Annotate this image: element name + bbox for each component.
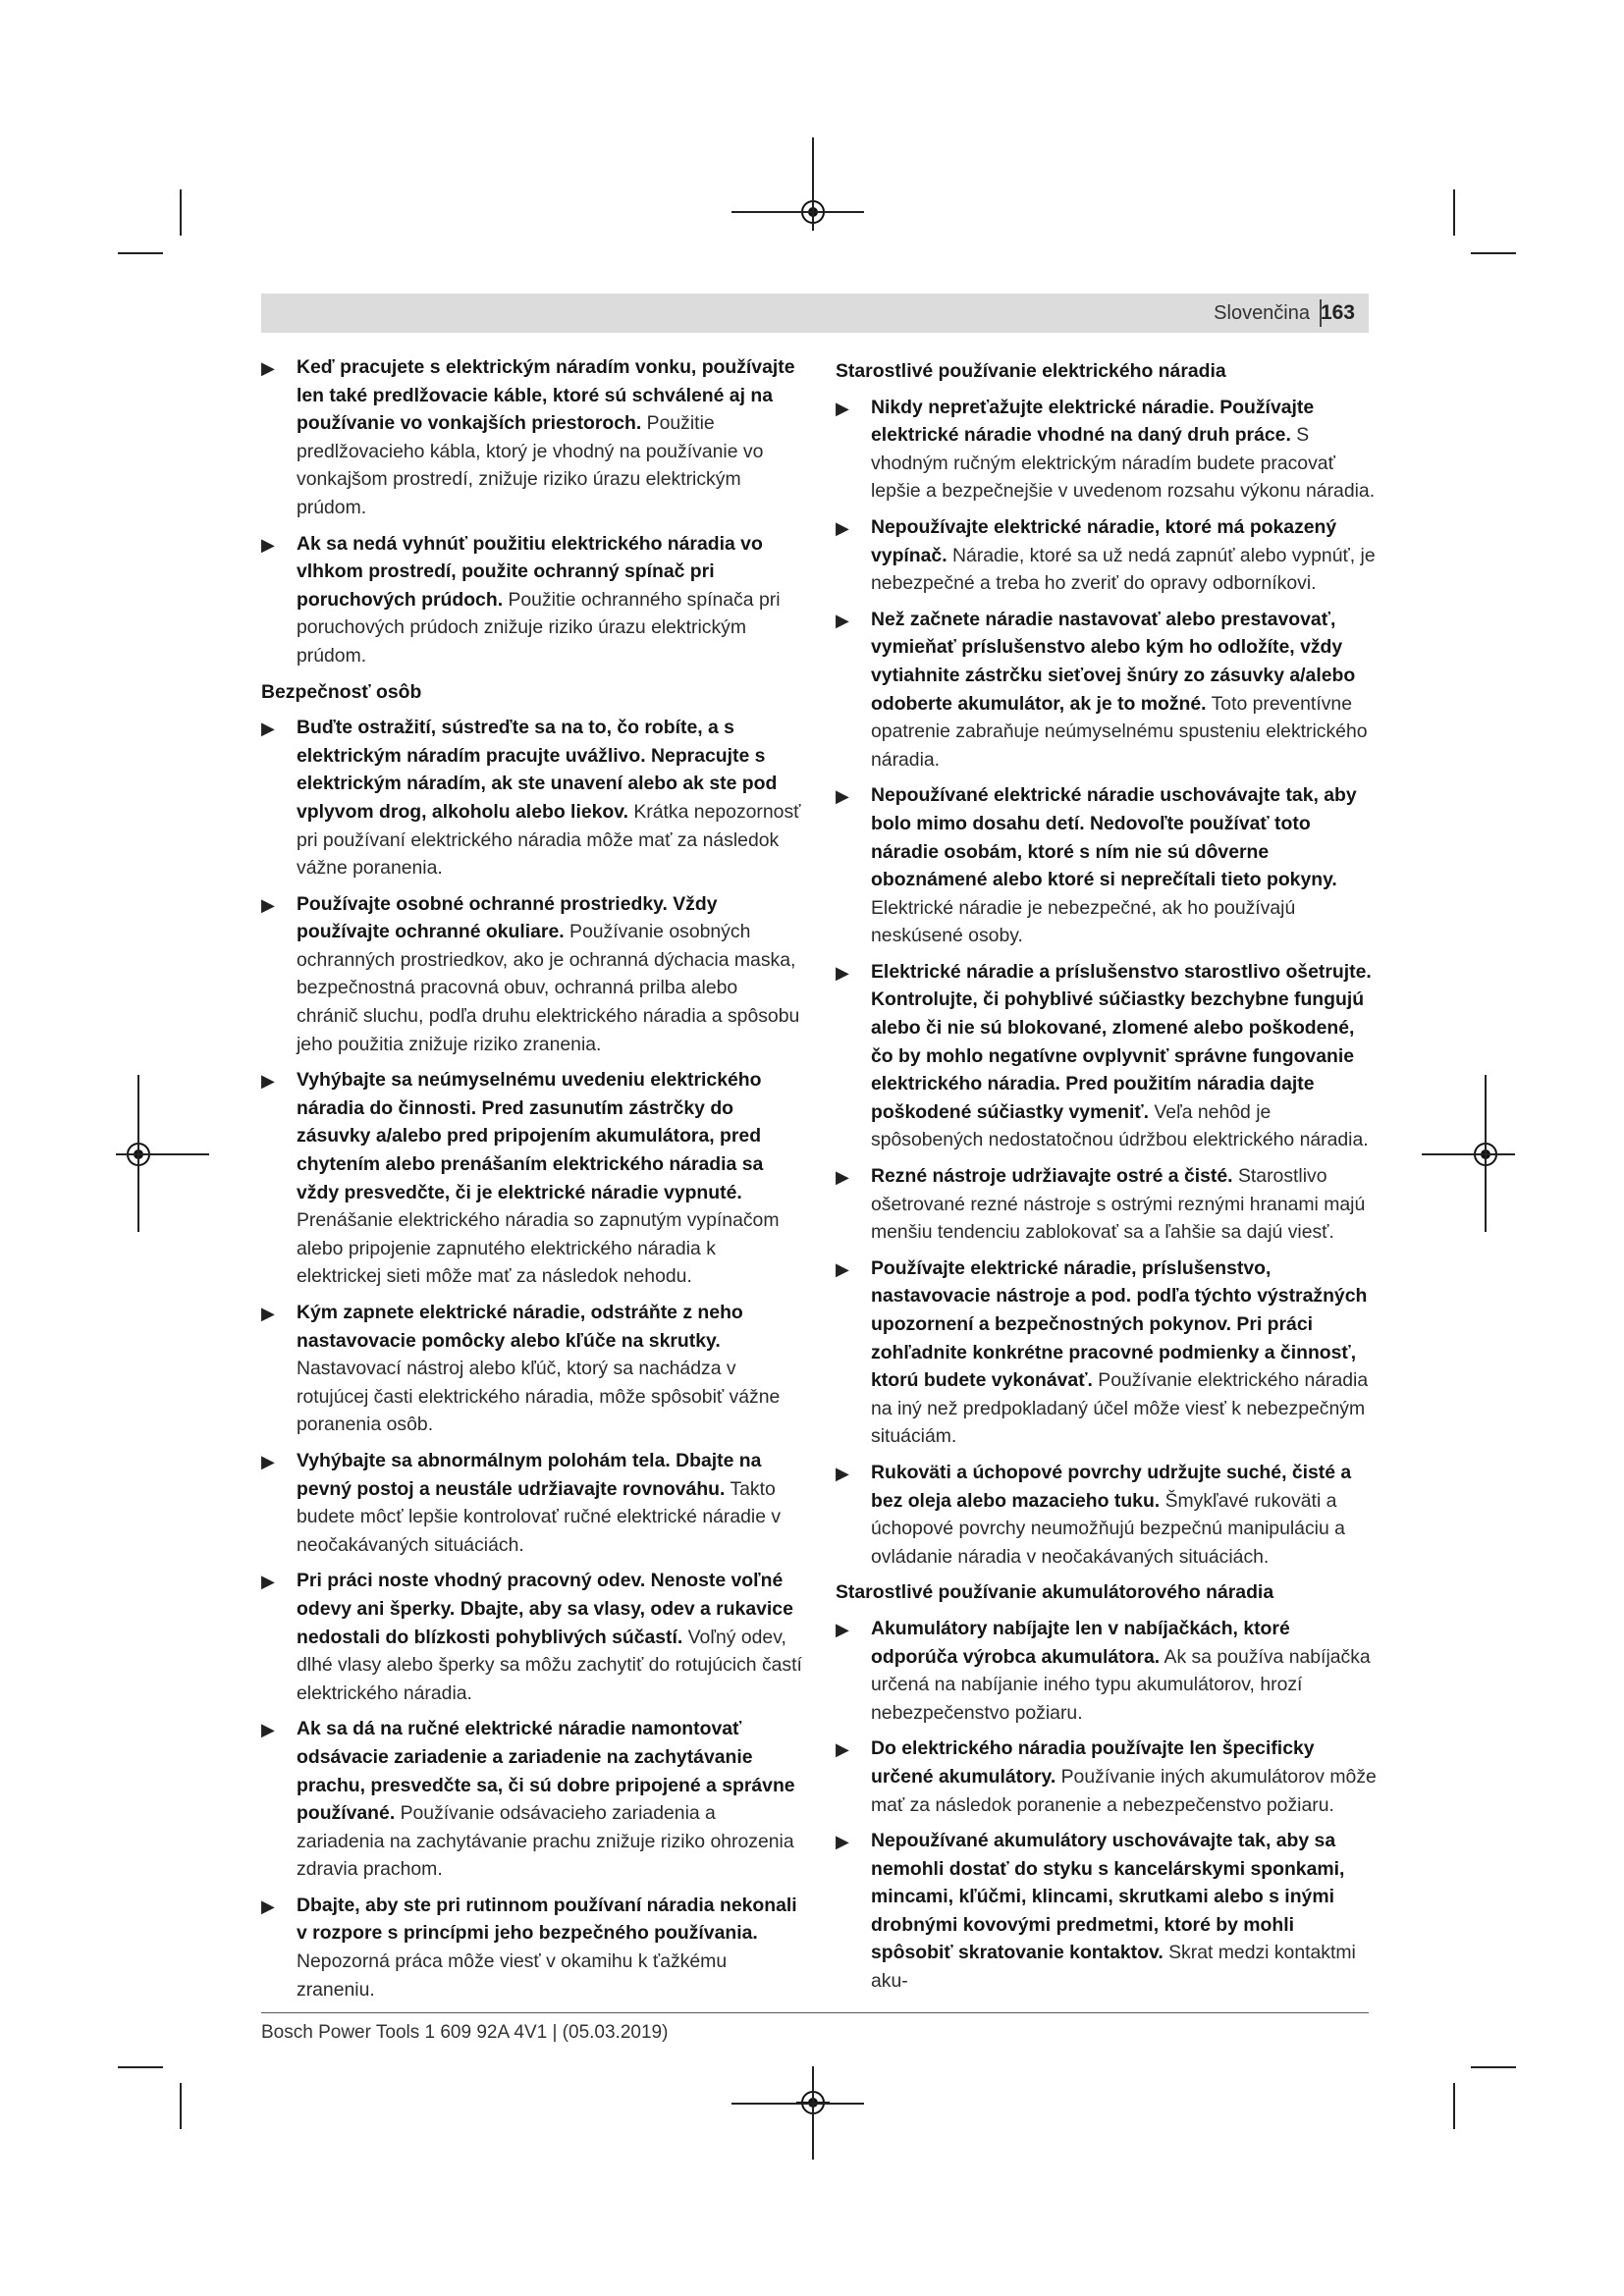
triangle-bullet-icon: ▶ — [261, 894, 275, 915]
triangle-bullet-icon: ▶ — [261, 1451, 275, 1471]
crop-mark — [180, 2083, 182, 2129]
list-item: ▶ Akumulátory nabíjajte len v nabíjačkách, ktoré odporúča výrobca akumulátora. Ak sa používa nabíjačka určená na nabíjanie iného typu akumulátorov, hrozí nebezpečenstvo požiaru. — [836, 1617, 1371, 1724]
list-item: ▶ Ak sa nedá vyhnúť použitiu elektrického náradia vo vlhkom prostredí, použite ochranný spínač pri poruchových prúdoch. Použitie ochranného spínača pri poruchových prúdoch znižuje riziko úrazu elektrickým prúdom. — [261, 532, 781, 667]
list-item: ▶ Nepoužívané akumulátory uschovávajte tak, aby sa nemohli dostať do styku s kancelárskymi sponkami, mincami, kľúčmi, klincami, skrutkami alebo s inými drobnými kovovými predmetmi, ktoré by mohli spôsobiť skratovanie kontaktov. Skrat medzi kontaktmi aku- — [836, 1830, 1356, 1993]
list-item: ▶ Elektrické náradie a príslušenstvo starostlivo ošetrujte. Kontrolujte, či pohyblivé súčiastky bezchybne fungujú alebo či nie sú blokované, zlomené alebo poškodené, čo by mohlo negatívne ovplyvniť správne fungovanie elektrického náradia. Pred použitím náradia dajte poškodené súčiastky vymeniť. Veľa nehôd je spôsobených nedostatočnou údržbou elektrického náradia. — [836, 960, 1372, 1151]
crop-mark — [1471, 2066, 1516, 2068]
section-heading: Starostlivé používanie akumulátorového náradia — [836, 1581, 1274, 1604]
left-column — [261, 353, 803, 2011]
list-item: ▶ Pri práci noste vhodný pracovný odev. Nenoste voľné odevy ani šperky. Dbajte, aby sa vlasy, odev a rukavice nedostali do blízkosti pohyblivých súčastí. Voľný odev, dlhé vlasy alebo šperky sa môžu zachytiť do rotujúcich častí elektrického náradia. — [261, 1570, 802, 1704]
list-item: ▶ Dbajte, aby ste pri rutinnom používaní náradia nekonali v rozpore s princípmi jeho bezpečného používania. Nepozorná práca môže viesť v okamihu k ťažkému zraneniu. — [261, 1894, 797, 2001]
triangle-bullet-icon: ▶ — [261, 1071, 275, 1092]
list-item: ▶ Ak sa dá na ručné elektrické náradie namontovať odsávacie zariadenie a zariadenie na zachytávanie prachu, presvedčte sa, či sú dobre pripojené a správne používané. Používanie odsávacieho zariadenia a zariadenia na zachytávanie prachu znižuje riziko ohrozenia zdravia prachom. — [261, 1718, 795, 1881]
triangle-bullet-icon: ▶ — [261, 1304, 275, 1323]
triangle-bullet-icon: ▶ — [261, 358, 275, 378]
footer-rule — [261, 2012, 1369, 2013]
header-language: Slovenčina — [1214, 302, 1310, 324]
registration-line — [812, 2066, 814, 2160]
triangle-bullet-icon: ▶ — [836, 786, 849, 807]
crop-mark — [118, 2066, 163, 2068]
crop-mark — [1453, 2083, 1455, 2129]
list-item: ▶ Rezné nástroje udržiavajte ostré a čisté. Starostlivo ošetrované rezné nástroje s ostrými reznými hranami majú menšiu tendenciu zablokovať sa a ľahšie sa dajú viesť. — [836, 1165, 1366, 1244]
list-item: ▶ Vyhýbajte sa abnormálnym polohám tela. Dbajte na pevný postoj a neustále udržiavajte rovnováhu. Takto budete môcť lepšie kontrolovať ručné elektrické náradie v neočakávaných situáciách. — [261, 1449, 782, 1556]
triangle-bullet-icon: ▶ — [836, 962, 849, 983]
triangle-bullet-icon: ▶ — [836, 1619, 849, 1639]
crop-mark — [1471, 252, 1516, 254]
list-item: ▶ Nikdy nepreťažujte elektrické náradie. Používajte elektrické náradie vhodné na daný druh práce. S vhodným ručným elektrickým náradím budete pracovať lepšie a bezpečnejšie v uvedenom rozsahu výkonu náradia. — [836, 396, 1376, 503]
section-heading: Bezpečnosť osôb — [261, 680, 422, 703]
list-item: ▶ Než začnete náradie nastavovať alebo prestavovať, vymieňať príslušenstvo alebo kým ho odložíte, vždy vytiahnite zástrčku sieťovej šnúry zo zásuvky a/alebo odoberte akumulátor, ak je to možné. Toto preventívne opatrenie zabraňuje neúmyselnému spusteniu elektrického náradia. — [836, 608, 1368, 771]
list-item: ▶ Nepoužívajte elektrické náradie, ktoré má pokazený vypínač. Náradie, ktoré sa už nedá zapnúť alebo vypnúť, je nebezpečné a treba ho zveriť do opravy odborníkovi. — [836, 515, 1376, 595]
triangle-bullet-icon: ▶ — [261, 1896, 275, 1916]
page-number: 163 — [1320, 301, 1355, 324]
registration-line — [731, 2103, 864, 2105]
registration-line — [812, 137, 814, 231]
triangle-bullet-icon: ▶ — [836, 610, 849, 630]
triangle-bullet-icon: ▶ — [261, 534, 275, 555]
triangle-bullet-icon: ▶ — [261, 719, 275, 739]
list-item: ▶ Používajte osobné ochranné prostriedky. Vždy používajte ochranné okuliare. Používanie osobných ochranných prostriedkov, ako je ochranná dýchacia maska, bezpečnostná pracovná obuv, ochranná prilba alebo chránič sluchu, podľa druhu elektrického náradia a spôsobu jeho použitia znižuje riziko zranenia. — [261, 892, 800, 1055]
triangle-bullet-icon: ▶ — [261, 1572, 275, 1592]
list-item: ▶ Buďte ostražití, sústreďte sa na to, čo robíte, a s elektrickým náradím pracujte uvážlivo. Nepracujte s elektrickým náradím, ak ste unavení alebo ak ste pod vplyvom drog, alkoholu alebo liekov. Krátka nepozornosť pri používaní elektrického náradia môže mať za následok vážne poranenia. — [261, 717, 801, 880]
triangle-bullet-icon: ▶ — [836, 1167, 849, 1188]
triangle-bullet-icon: ▶ — [836, 1258, 849, 1279]
list-item: ▶ Do elektrického náradia používajte len špecificky určené akumulátory. Používanie iných akumulátorov môže mať za následok poranenie a nebezpečenstvo požiaru. — [836, 1737, 1377, 1816]
right-column — [836, 353, 1378, 2003]
crop-mark — [1453, 189, 1455, 236]
triangle-bullet-icon: ▶ — [261, 1720, 275, 1740]
section-heading: Starostlivé používanie elektrického náradia — [836, 360, 1226, 382]
triangle-bullet-icon: ▶ — [836, 398, 849, 418]
list-item: ▶ Používajte elektrické náradie, príslušenstvo, nastavovacie nástroje a pod. podľa týchto výstražných upozornení a bezpečnostných pokynov. Pri práci zohľadnite konkrétne pracovné podmienky a činnosť, ktorú budete vykonávať. Používanie elektrického náradia na iný než predpokladaný účel môže viesť k nebezpečným situáciám. — [836, 1256, 1369, 1448]
registration-line — [731, 211, 864, 213]
triangle-bullet-icon: ▶ — [836, 1463, 849, 1483]
crop-mark — [180, 189, 182, 236]
registration-line — [1422, 1153, 1515, 1155]
crop-mark — [118, 252, 163, 254]
triangle-bullet-icon: ▶ — [836, 1739, 849, 1760]
triangle-bullet-icon: ▶ — [836, 1832, 849, 1852]
list-item: ▶ Kým zapnete elektrické náradie, odstráňte z neho nastavovacie pomôcky alebo kľúče na skrutky. Nastavovací nástroj alebo kľúč, ktorý sa nachádza v rotujúcej časti elektrického náradia, môže spôsobiť vážne poranenia osôb. — [261, 1302, 781, 1436]
page-header — [261, 294, 1369, 333]
list-item: ▶ Nepoužívané elektrické náradie uschovávajte tak, aby bolo mimo dosahu detí. Nedovoľte používať toto náradie osobám, ktoré s ním nie sú dôverne oboznámené alebo ktoré si neprečítali tieto pokyny. Elektrické náradie je nebezpečné, ak ho používajú neskúsené osoby. — [836, 784, 1357, 947]
list-item: ▶ Rukoväti a úchopové povrchy udržujte suché, čisté a bez oleja alebo mazacieho tuku. Šmykľavé rukoväti a úchopové povrchy neumožňujú bezpečnú manipuláciu a ovládanie náradia v neočakávaných situáciách. — [836, 1461, 1352, 1568]
triangle-bullet-icon: ▶ — [836, 517, 849, 538]
list-item: ▶ Keď pracujete s elektrickým náradím vonku, používajte len také predlžovacie káble, ktoré sú schválené aj na používanie vo vonkajších priestoroch. Použitie predlžovacieho kábla, ktorý je vhodný na používanie vo vonkajšom prostredí, znižuje riziko úrazu elektrickým prúdom. — [261, 356, 795, 518]
footer-text: Bosch Power Tools 1 609 92A 4V1 | (05.03.2019) — [261, 2022, 669, 2043]
list-item: ▶ Vyhýbajte sa neúmyselnému uvedeniu elektrického náradia do činnosti. Pred zasunutím zástrčky do zásuvky a/alebo pred pripojením akumulátora, pred chytením alebo prenášaním elektrického náradia sa vždy presvedčte, či je elektrické náradie vypnuté. Prenášanie elektrického náradia so zapnutým vypínačom alebo pripojenie zapnutého elektrického náradia k elektrickej sieti môže mať za následok nehodu. — [261, 1069, 780, 1288]
registration-line — [116, 1153, 209, 1155]
